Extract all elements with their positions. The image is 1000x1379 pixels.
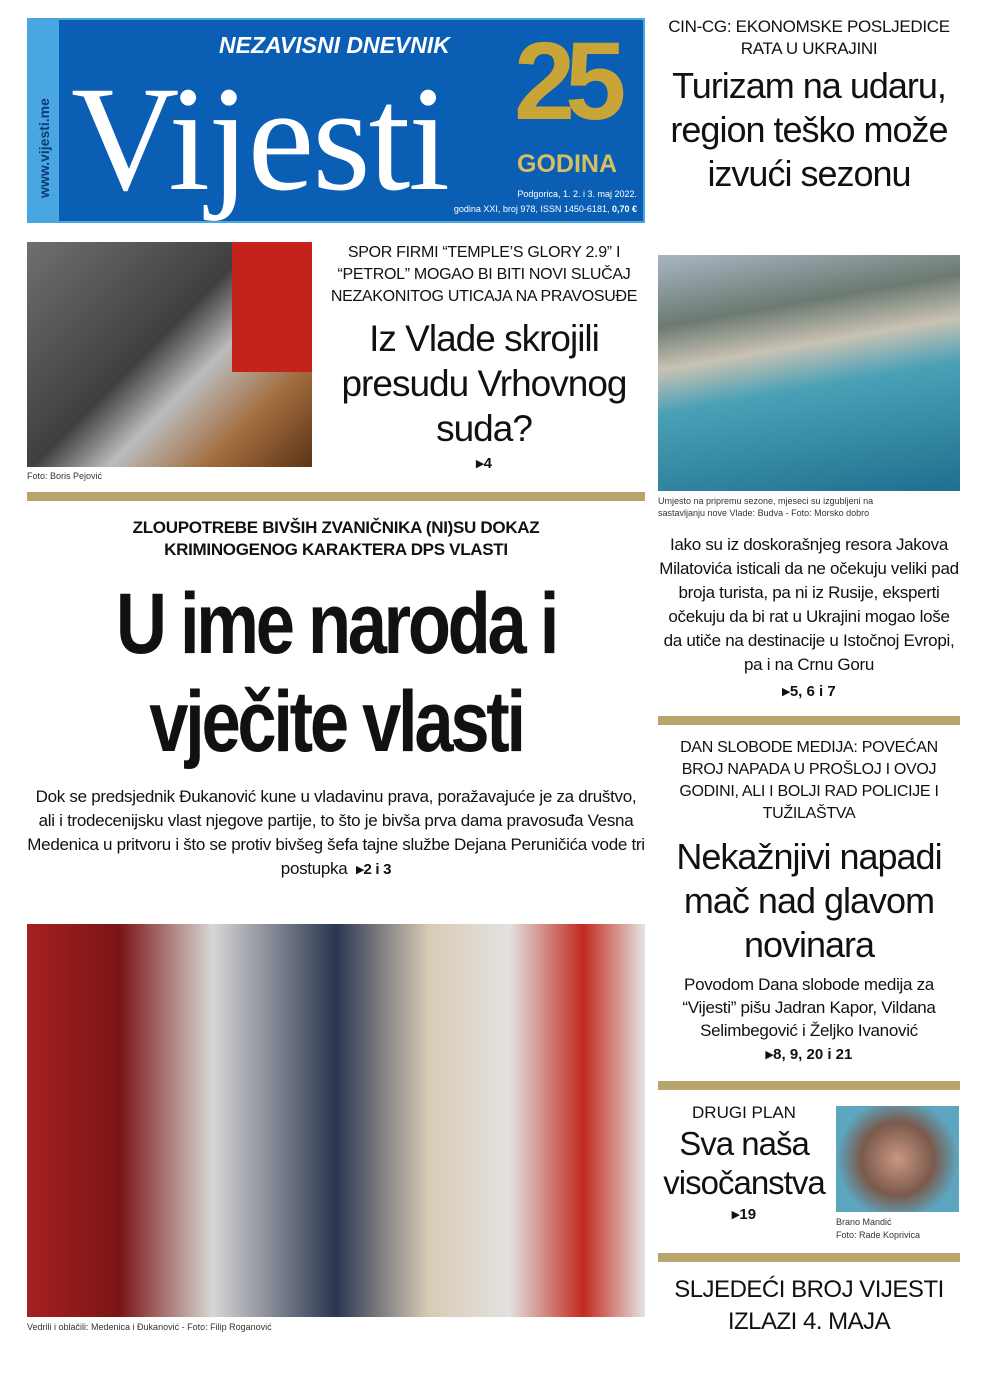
anniversary-number: 25	[514, 20, 617, 143]
tourism-body: Iako su iz doskorašnjeg resora Jakova Milatovića isticali da ne očekuju veliki pad broja turista, pa ni iz Rusije, eksperti očekuju da bi rat u Ukrajini mogao loše da utiče na destinacije u Istočnoj Evropi, pa i na Crnu Goru	[659, 535, 959, 674]
story1-block	[325, 242, 643, 475]
flag	[232, 242, 312, 372]
tourism-page-ref[interactable]: ▸5, 6 i 7	[782, 683, 836, 700]
lead-headline-wrap	[27, 575, 645, 771]
divider	[27, 492, 645, 501]
tourism-caption: Umjesto na pripremu sezone, mjeseci su izgubljeni na sastavljanju nove Vlade: Budva - Foto: Morsko dobro	[658, 496, 874, 518]
website-strip	[29, 20, 59, 221]
story1-headline[interactable]: Iz Vlade skrojili presudu Vrhovnog suda?	[341, 318, 627, 449]
column-page-ref[interactable]: ▸19	[731, 1206, 757, 1223]
tourism-kicker[interactable]: CIN-CG: EKONOMSKE POSLJEDICE RATA U UKRAJINI	[668, 17, 950, 58]
author-name: Brano Mandić	[836, 1217, 892, 1227]
court-photo	[27, 242, 312, 467]
column-kicker[interactable]: DRUGI PLAN	[692, 1103, 796, 1122]
page-number: 4	[483, 455, 492, 472]
page-number: 2 i 3	[363, 861, 392, 878]
page-number: 8, 9, 20 i 21	[773, 1046, 853, 1063]
page-number: 19	[739, 1206, 757, 1223]
lead-body: Dok se predsjednik Đukanović kune u vladavinu prava, poražavajuće je za društvo, ali i trodecenijsku vlast njegove partije, to što je bivša prva dama pravosuđa Vesna Medenica u pritvoru i što se protiv bivšeg šefa tajne službe Dejana Peruničića vode tri postupka	[27, 787, 645, 878]
website: www.vijesti.me	[36, 98, 52, 198]
lead-headline[interactable]: U ime naroda i vječite vlasti	[115, 576, 557, 770]
lead-page-ref[interactable]: ▸2 i 3	[356, 861, 392, 878]
next-issue-notice: SLJEDEĆI BROJ VIJESTI IZLAZI 4. MAJA	[674, 1276, 944, 1335]
author-photo	[836, 1106, 959, 1212]
issue-line	[454, 203, 637, 215]
tourism-head-block	[658, 16, 960, 196]
tagline: NEZAVISNI DNEVNIK	[219, 32, 450, 58]
media-headline[interactable]: Nekažnjivi napadi mač nad glavom novinara	[676, 836, 942, 965]
price: 0,70 €	[611, 204, 637, 214]
author-photo-credit: Foto: Rade Koprivica	[836, 1230, 921, 1240]
date: Podgorica, 1. 2. i 3. maj 2022.	[517, 189, 637, 199]
lead-kicker[interactable]: ZLOUPOTREBE BIVŠIH ZVANIČNIKA (NI)SU DOKAZ KRIMINOGENOG KARAKTERA DPS VLASTI	[132, 518, 540, 559]
media-block	[658, 737, 960, 1066]
media-body: Povodom Dana slobode medija za “Vijesti” pišu Jadran Kapor, Vildana Selimbegović i Željko Ivanović	[682, 975, 936, 1040]
tourism-body-block	[658, 495, 960, 703]
masthead	[27, 18, 645, 223]
lead-block	[27, 517, 645, 881]
photo-credit: Foto: Boris Pejović	[27, 471, 103, 481]
anniversary-label: GODINA	[517, 150, 617, 178]
media-page-ref[interactable]: ▸8, 9, 20 i 21	[765, 1046, 853, 1063]
column-headline[interactable]: Sva naša visočanstva	[663, 1125, 825, 1201]
media-kicker[interactable]: DAN SLOBODE MEDIJA: POVEĆAN BROJ NAPADA U PROŠLOJ I OVOJ GODINI, ALI I BOLJI RAD POLICIJE I TUŽILAŠTVA	[679, 739, 939, 822]
issue: godina XXI, broj 978, ISSN 1450-6181,	[453, 204, 610, 214]
lead-body-wrap	[27, 785, 645, 881]
lead-caption: Vedrili i oblačili: Medenica i Đukanović - Foto: Filip Roganović	[27, 1322, 272, 1332]
page-number: 5, 6 i 7	[789, 683, 836, 700]
column-block	[655, 1102, 833, 1226]
title: Vijesti	[71, 56, 448, 222]
tourism-headline[interactable]: Turizam na udaru, region teško može izvući sezonu	[670, 65, 948, 194]
divider	[658, 716, 960, 725]
story1-kicker[interactable]: SPOR FIRMI “TEMPLE’S GLORY 2.9” I “PETROL” MOGAO BI BITI NOVI SLUČAJ NEZAKONITOG UTICAJA NA PRAVOSUĐE	[330, 244, 638, 305]
divider	[658, 1081, 960, 1090]
lead-photo	[27, 924, 645, 1317]
budva-photo	[658, 255, 960, 491]
story1-page-ref[interactable]: ▸4	[476, 455, 492, 472]
divider	[658, 1253, 960, 1262]
